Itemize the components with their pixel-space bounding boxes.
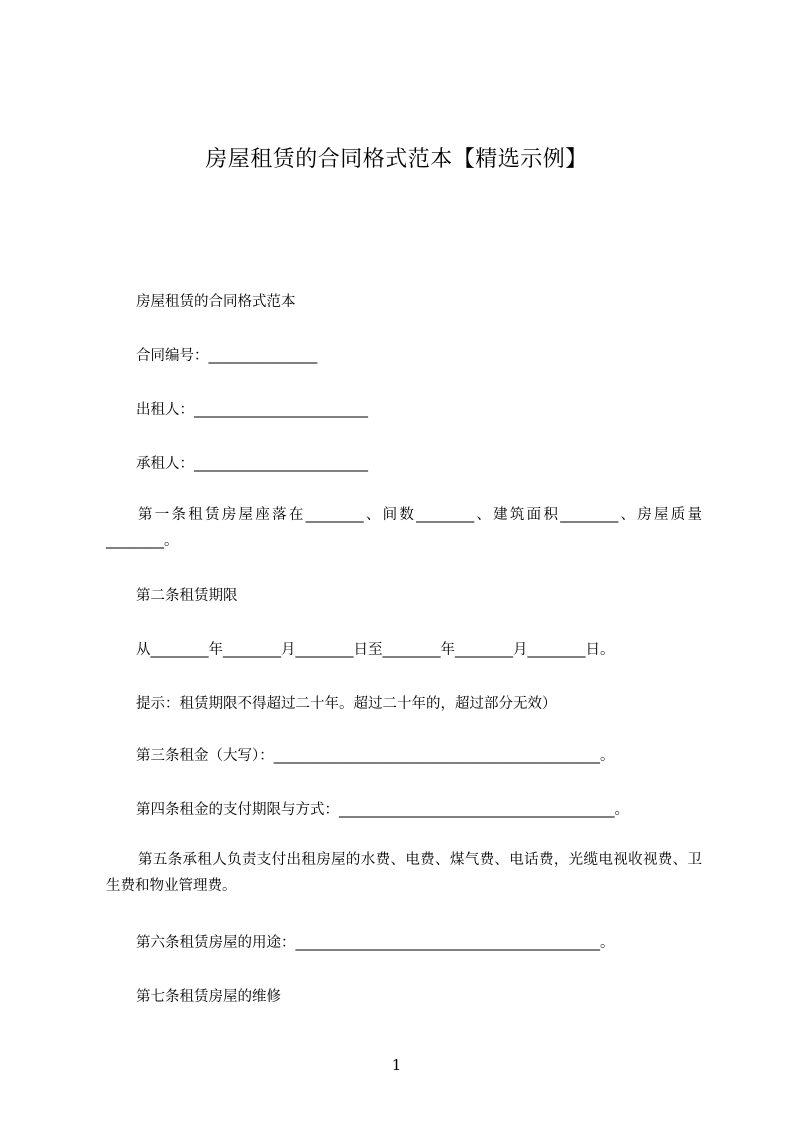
article-1: 第一条租赁房屋座落在________、间数________、建筑面积________、房屋质量________。 [106,507,702,549]
article-5: 第五条承租人负责支付出租房屋的水费、电费、煤气费、电话费，光缆电视收视费、卫生费和物业管理费。 [106,852,702,894]
article-3: 第三条租金（大写）：_____________________________________________。 [136,748,615,764]
contract-number-field: 合同编号：_______________ [136,348,318,364]
subtitle: 房屋租赁的合同格式范本 [136,294,296,310]
article-2-period: 从________年________月________日至________年________月________日。 [136,642,615,658]
lessee-field: 承租人：________________________ [136,456,368,472]
document-title: 房屋租赁的合同格式范本【精选示例】 [205,147,588,172]
article-2-heading: 第二条租赁期限 [136,588,238,604]
page-number: 1 [391,1056,402,1074]
article-7-heading: 第七条租赁房屋的维修 [136,989,281,1005]
article-4: 第四条租金的支付期限与方式：______________________________________。 [136,802,629,818]
hint-text: 提示：租赁期限不得超过二十年。超过二十年的，超过部分无效） [136,696,557,712]
article-6: 第六条租赁房屋的用途：__________________________________________。 [136,935,615,951]
lessor-field: 出租人：________________________ [136,402,368,418]
